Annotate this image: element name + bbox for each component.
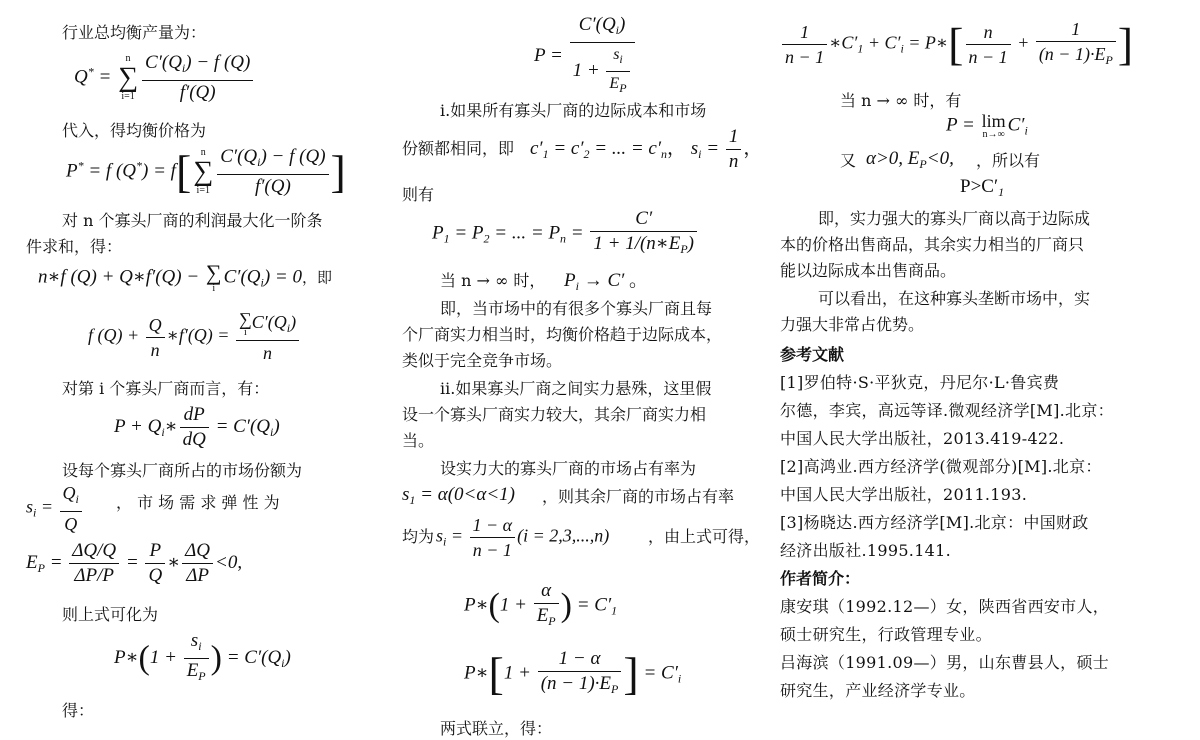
reference-line: [3]杨晓达.西方经济学[M].北京：中国财政 xyxy=(780,513,1089,532)
paragraph: 当 n → ∞ 时， xyxy=(440,271,546,290)
paragraph: 两式联立，得： xyxy=(440,719,553,738)
paragraph: 可以看出，在这种寡头垄断市场中，实 xyxy=(818,289,1091,308)
paragraph: 设每个寡头厂商所占的市场份额为 xyxy=(62,461,303,480)
equation-conclusion: $P>C'_1$ xyxy=(960,176,1005,199)
equation-foc-avg: f (Q) + $\frac{Q}{n}$ ∗f′(Q) = ∑ i $C'(Q_i)$ n xyxy=(88,310,301,364)
author-heading: 作者简介： xyxy=(780,569,861,588)
equation-other-firm: P∗[1 + $\frac{1 - \alpha}{(n - 1)\cdot E_P}$ ] = $C'_i$ xyxy=(464,648,682,699)
equation-combined: $\frac{1}{n - 1}$ $∗C'_1 + C'_i$ = P∗[ $\frac{n}{n - 1}$ + $\frac{1}{(n - 1)\cdot E_P}$ ] xyxy=(780,18,1133,71)
inline-text: ，即 xyxy=(302,268,333,287)
equation-other-share: $s_i$ = $\frac{1 - \alpha}{n - 1}$ (i = 2,3,...,n) xyxy=(436,515,610,560)
paragraph: 行业总均衡产量为： xyxy=(62,23,207,42)
equation-condition: α>0, $E_P<0$, xyxy=(866,148,954,171)
equation-dominant-share: $s_1 = \alpha(0<\alpha<1)$ xyxy=(402,484,515,507)
equation-equal-prices: $P_1 = P_2$ = ... = $P_n$ = $\frac{C'}{1 + 1/(n∗E_P)}$ xyxy=(432,208,699,260)
reference-line: 尔德，李宾，高远等译.微观经济学[M].北京： xyxy=(780,401,1114,420)
column-middle xyxy=(402,0,762,740)
paragraph: 力强大非常占优势。 xyxy=(780,315,925,334)
paragraph: 即，实力强大的寡头厂商以高于边际成 xyxy=(818,209,1091,228)
paragraph: 即，当市场中的有很多个寡头厂商且每 xyxy=(440,299,713,318)
equation-foc-sum: n∗f (Q) + Q∗f′(Q) − ∑ i $C'(Q_i) = 0$，即 xyxy=(38,260,333,294)
paragraph: 能以边际成本出售商品。 xyxy=(780,261,957,280)
paragraph: 均为 xyxy=(402,527,435,546)
paragraph: ，所以有 xyxy=(976,151,1041,170)
paragraph: 份额都相同，即 xyxy=(402,139,515,158)
paragraph: 代入，得均衡价格为 xyxy=(62,121,207,140)
paragraph: 件求和，得： xyxy=(26,237,123,256)
paragraph: 类似于完全竞争市场。 xyxy=(402,351,563,370)
paragraph: 则有 xyxy=(402,185,435,204)
author-line: 吕海滨（1991.09—）男，山东曹县人，硕士 xyxy=(780,653,1110,672)
equation-equilibrium-price: P* = f (Q*) = f[ n ∑ i=1 $\frac{C'(Q_i) - f (Q)}{f'(Q)}$ ] xyxy=(66,146,346,197)
paragraph: 又 xyxy=(840,151,857,170)
paragraph: 设一个寡头厂商实力较大，其余厂商实力相 xyxy=(402,405,707,424)
paragraph: ii.如果寡头厂商之间实力悬殊，这里假 xyxy=(440,379,712,398)
paragraph: 对第 i 个寡头厂商而言，有： xyxy=(62,379,270,398)
equation-limit-price: P = lim n→∞ $C'_i$ xyxy=(946,111,1028,140)
reference-line: 经济出版社.1995.141. xyxy=(780,541,952,560)
column-right xyxy=(780,0,1180,740)
equation-limit: $P_i \to C'$ 。 xyxy=(564,270,649,293)
paragraph: ， 市 场 需 求 弹 性 为 xyxy=(116,493,280,512)
paragraph: 得： xyxy=(62,701,95,720)
paragraph: 对 n 个寡头厂商的利润最大化一阶条 xyxy=(62,211,323,230)
reference-line: [2]高鸿业.西方经济学(微观部分)[M].北京： xyxy=(780,457,1102,476)
equation-total-output: Q* = n ∑ i=1 $\frac{C'(Q_i) - f (Q)}{f'(Q)}$ xyxy=(74,52,255,104)
equation-equal-cost: $c'_1 = c'_2$ = ... = $c'_n$， $s_i$ = $\frac{1}{n}$ ， xyxy=(530,126,763,172)
paragraph: ，由上式可得， xyxy=(648,527,761,546)
paragraph: i.如果所有寡头厂商的边际成本和市场 xyxy=(440,101,707,120)
paragraph: 当。 xyxy=(402,431,435,450)
paragraph: 设实力大的寡头厂商的市场占有率为 xyxy=(440,459,697,478)
equation-share: $s_i$ = $\frac{Q_i}{Q}$ xyxy=(26,482,84,535)
author-line: 硕士研究生，行政管理专业。 xyxy=(780,625,992,644)
reference-line: 中国人民大学出版社，2013.419-422. xyxy=(780,429,1065,448)
paragraph: 本的价格出售商品，其余实力相当的厂商只 xyxy=(780,235,1085,254)
paragraph: 则上式可化为 xyxy=(62,605,159,624)
author-line: 研究生，产业经济学专业。 xyxy=(780,681,976,700)
paragraph: 当 n → ∞ 时，有 xyxy=(840,91,962,110)
author-line: 康安琪（1992.12—）女，陕西省西安市人， xyxy=(780,597,1110,616)
paragraph: ，则其余厂商的市场占有率 xyxy=(542,487,735,506)
references-heading: 参考文献 xyxy=(780,345,845,364)
reference-line: 中国人民大学出版社，2011.193. xyxy=(780,485,1028,504)
equation-rewrite: P∗(1 + $\frac{s_i}{E_P}$ ) = $C'(Q_i)$ xyxy=(114,630,291,683)
reference-line: [1]罗伯特·S·平狄克，丹尼尔·L·鲁宾费 xyxy=(780,373,1060,392)
equation-firm-i: $P + Q_i∗$ $\frac{dP}{dQ}$ = $C'(Q_i)$ xyxy=(114,404,280,450)
paragraph: 个厂商实力相当时，均衡价格趋于边际成本， xyxy=(402,325,723,344)
column-left xyxy=(26,0,386,740)
equation-elasticity: $E_P$ = $\frac{\Delta Q/Q}{\Delta P/P}$ = $\frac{P}{Q}$ ∗ $\frac{\Delta Q}{\Delta P}$ <0, xyxy=(26,540,243,586)
equation-dominant-firm: P∗(1 + $\frac{\alpha}{E_P}$ ) = $C'_1$ xyxy=(464,580,618,628)
equation-price: P = $C'(Q_i)$ 1 + $\frac{s_i}{E_P}$ xyxy=(534,14,637,99)
